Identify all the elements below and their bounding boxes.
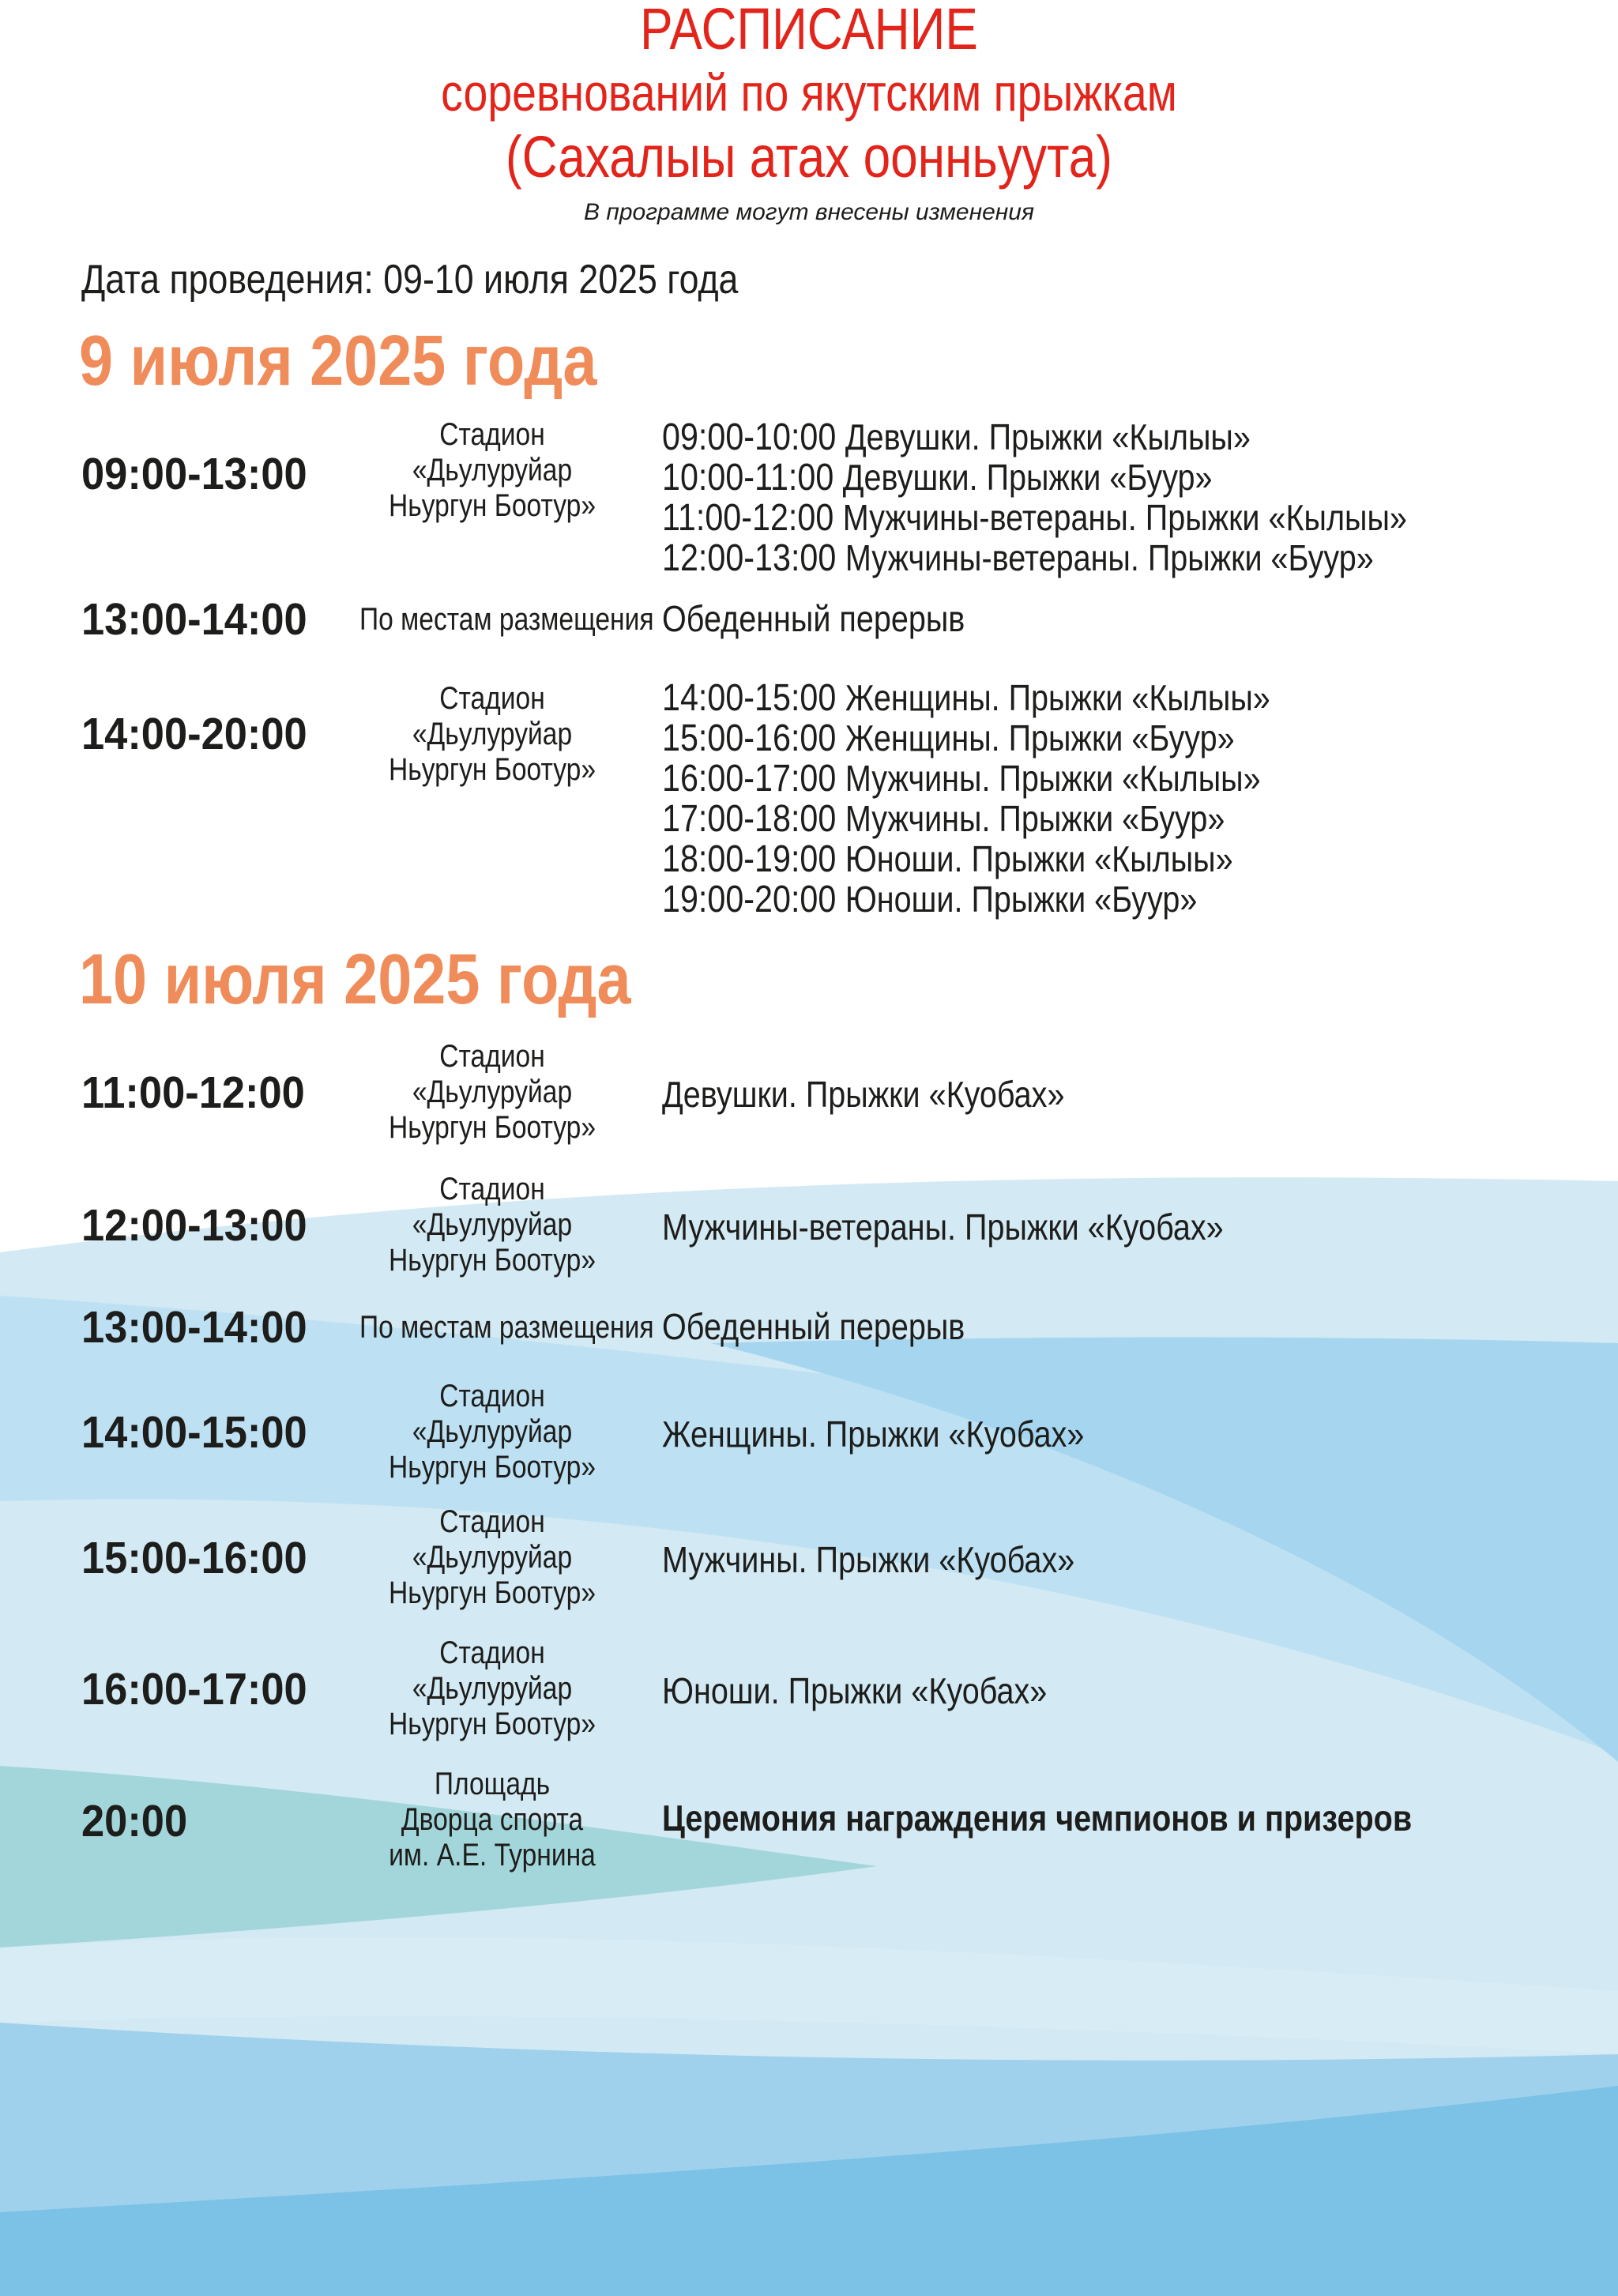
- row-venue: [359, 1039, 625, 1146]
- venue-line: Стадион: [439, 1504, 545, 1539]
- row-venue: [359, 602, 654, 638]
- row-time: 14:00-20:00: [81, 709, 307, 759]
- row-events: [662, 1075, 1064, 1114]
- event-text: Девушки. Прыжки «Буур»: [842, 457, 1213, 498]
- row-events: [662, 417, 1407, 578]
- row-venue: [359, 1635, 625, 1742]
- row-events: [662, 1798, 1412, 1838]
- venue-line: Ньургун Боотур»: [388, 1575, 596, 1610]
- event-item: [662, 1414, 1084, 1454]
- event-text: Юноши. Прыжки «Куобах»: [662, 1670, 1048, 1711]
- event-text: Мужчины. Прыжки «Буур»: [845, 798, 1225, 839]
- row-events: [662, 1207, 1224, 1247]
- venue-line: Ньургун Боотур»: [388, 1450, 596, 1485]
- venue-line: Дворца спорта: [401, 1802, 584, 1837]
- venue-line: По местам размещения: [359, 602, 654, 637]
- venue-line: Стадион: [439, 1172, 545, 1206]
- row-time: 13:00-14:00: [81, 1302, 307, 1353]
- venue-line: Стадион: [439, 417, 545, 452]
- event-time: 10:00-11:00: [662, 457, 843, 499]
- row-venue: [359, 1504, 625, 1611]
- venue-line: Ньургун Боотур»: [388, 752, 596, 787]
- event-item: [662, 599, 965, 638]
- event-time: 14:00-15:00: [662, 677, 845, 719]
- event-item: [662, 417, 1407, 457]
- subtitle-yakut: (Сахалыы атах оонньуута): [506, 124, 1112, 190]
- event-item: [662, 879, 1270, 920]
- venue-line: «Дьулуруйар: [412, 1540, 573, 1575]
- row-time: 20:00: [81, 1796, 188, 1846]
- row-venue: [359, 1172, 625, 1278]
- venue-line: Ньургун Боотур»: [388, 1243, 596, 1278]
- event-item: [662, 1075, 1064, 1114]
- venue-line: «Дьулуруйар: [412, 1414, 573, 1449]
- title: РАСПИСАНИЕ: [640, 0, 978, 62]
- event-item: [662, 457, 1407, 498]
- event-text: Девушки. Прыжки «Кылыы»: [845, 416, 1251, 457]
- changes-note: В программе могут внесены изменения: [584, 199, 1034, 225]
- row-events: [662, 1671, 1047, 1711]
- venue-line: По местам размещения: [359, 1310, 654, 1345]
- event-text: Девушки. Прыжки «Куобах»: [662, 1074, 1065, 1115]
- row-events: [662, 678, 1270, 920]
- event-item: [662, 799, 1270, 839]
- row-events: [662, 1307, 965, 1346]
- event-text: Мужчины-ветераны. Прыжки «Кылыы»: [842, 497, 1407, 538]
- venue-line: Стадион: [439, 1379, 545, 1413]
- event-dates: Дата проведения: 09-10 июля 2025 года: [81, 257, 739, 303]
- venue-line: Стадион: [439, 1635, 545, 1670]
- event-item: [662, 1798, 1412, 1838]
- venue-line: «Дьулуруйар: [412, 1075, 573, 1109]
- row-venue: [359, 417, 625, 524]
- day-heading-1: 9 июля 2025 года: [79, 322, 597, 401]
- venue-line: им. А.Е. Турнина: [389, 1838, 596, 1873]
- event-item: [662, 1207, 1224, 1247]
- event-time: 18:00-19:00: [662, 838, 845, 880]
- subtitle: соревнований по якутским прыжкам: [441, 63, 1177, 122]
- event-text: Мужчины. Прыжки «Куобах»: [662, 1539, 1075, 1580]
- event-item: [662, 538, 1407, 578]
- row-time: 14:00-15:00: [81, 1407, 307, 1458]
- venue-line: Площадь: [434, 1767, 551, 1801]
- event-text: Мужчины. Прыжки «Кылыы»: [845, 758, 1261, 799]
- event-text: Мужчины-ветераны. Прыжки «Буур»: [845, 537, 1374, 578]
- event-time: 09:00-10:00: [662, 416, 845, 458]
- event-item: [662, 1671, 1047, 1711]
- row-events: [662, 599, 965, 638]
- row-venue: [359, 1310, 654, 1346]
- event-time: 11:00-12:00: [662, 497, 843, 539]
- venue-line: «Дьулуруйар: [412, 717, 573, 751]
- event-text: Церемония награждения чемпионов и призеров: [662, 1797, 1413, 1839]
- event-time: 19:00-20:00: [662, 879, 845, 920]
- event-text: Юноши. Прыжки «Кылыы»: [845, 838, 1233, 879]
- row-time: 16:00-17:00: [81, 1664, 307, 1714]
- venue-line: «Дьулуруйар: [412, 1207, 573, 1242]
- row-time: 09:00-13:00: [81, 449, 307, 499]
- day-heading-2: 10 июля 2025 года: [79, 940, 631, 1019]
- event-item: [662, 678, 1270, 718]
- event-item: [662, 498, 1407, 538]
- event-text: Женщины. Прыжки «Буур»: [845, 717, 1235, 758]
- event-item: [662, 718, 1270, 758]
- row-venue: [359, 681, 625, 788]
- event-item: [662, 1307, 965, 1346]
- event-time: 12:00-13:00: [662, 537, 845, 579]
- venue-line: Ньургун Боотур»: [388, 1110, 596, 1145]
- event-text: Обеденный перерыв: [662, 1306, 965, 1347]
- event-time: 15:00-16:00: [662, 717, 845, 759]
- venue-line: Ньургун Боотур»: [388, 1707, 596, 1741]
- row-time: 15:00-16:00: [81, 1533, 307, 1583]
- event-item: [662, 839, 1270, 879]
- event-item: [662, 1540, 1074, 1579]
- row-time: 12:00-13:00: [81, 1200, 307, 1251]
- event-time: 16:00-17:00: [662, 758, 845, 800]
- row-time: 13:00-14:00: [81, 594, 307, 645]
- row-time: 11:00-12:00: [81, 1067, 305, 1118]
- venue-line: Стадион: [439, 1039, 545, 1074]
- row-venue: [359, 1379, 625, 1485]
- venue-line: «Дьулуруйар: [412, 453, 573, 487]
- venue-line: Ньургун Боотур»: [388, 488, 596, 523]
- row-events: [662, 1414, 1084, 1454]
- row-venue: [359, 1767, 625, 1873]
- row-events: [662, 1540, 1074, 1579]
- event-text: Женщины. Прыжки «Кылыы»: [845, 677, 1270, 718]
- event-time: 17:00-18:00: [662, 798, 845, 840]
- event-text: Обеденный перерыв: [662, 598, 965, 639]
- event-text: Женщины. Прыжки «Куобах»: [662, 1413, 1085, 1455]
- event-item: [662, 758, 1270, 799]
- venue-line: Стадион: [439, 681, 545, 716]
- event-text: Юноши. Прыжки «Буур»: [845, 879, 1198, 920]
- event-text: Мужчины-ветераны. Прыжки «Куобах»: [662, 1206, 1224, 1248]
- venue-line: «Дьулуруйар: [412, 1671, 573, 1706]
